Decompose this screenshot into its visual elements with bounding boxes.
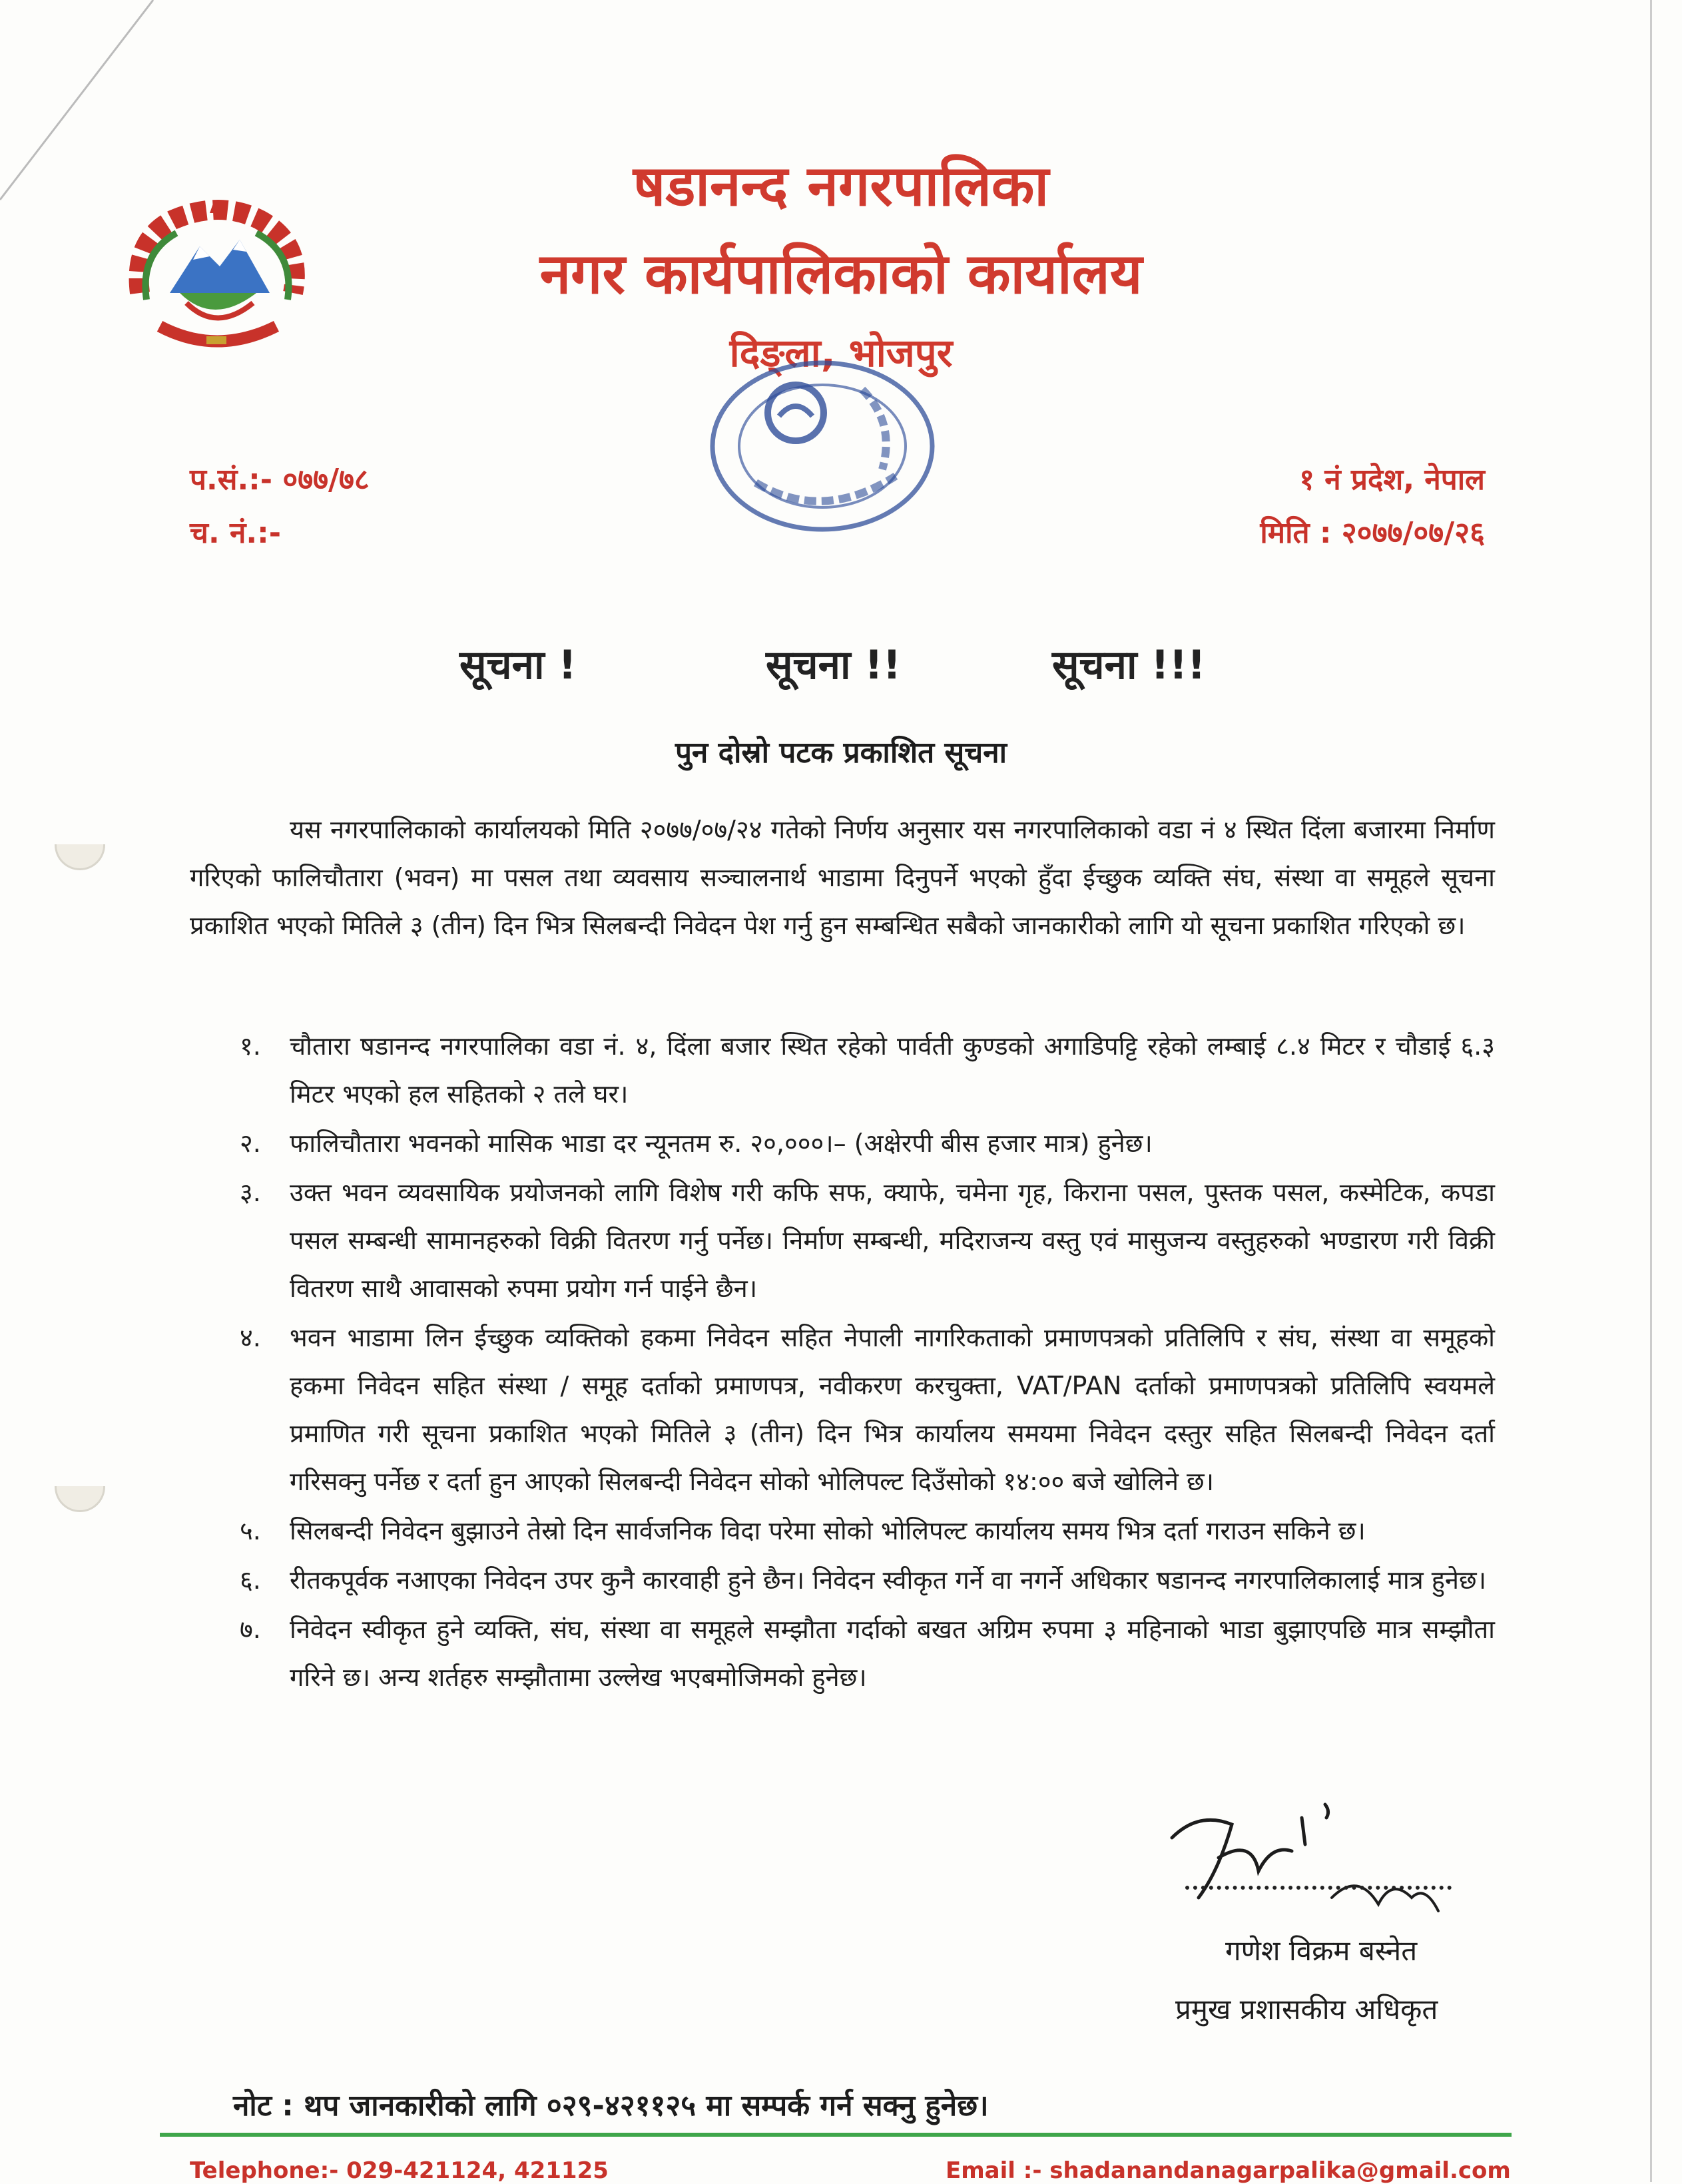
footer-rule: [160, 2133, 1512, 2137]
item-number: १.: [240, 1031, 261, 1061]
notice-subtitle: पुन दोस्रो पटक प्रकाशित सूचना: [675, 736, 1007, 770]
list-item: [190, 1507, 1495, 1555]
footer-email: Email :- shadanandanagarpalika@gmail.com: [946, 2157, 1511, 2184]
signatory-name: गणेश विक्रम बस्नेत: [1225, 1934, 1418, 1967]
handwritten-signature: [1159, 1798, 1465, 1931]
punch-hole: [55, 844, 105, 870]
item-number: २.: [240, 1129, 261, 1158]
item-number: ३.: [240, 1178, 261, 1207]
notice-word-3: सूचना !!!: [1052, 642, 1206, 688]
list-item: [190, 1314, 1495, 1505]
item-text: रीतकपूर्वक नआएका निवेदन उपर कुनै कारवाही हुने छैन। निवेदन स्वीकृत गर्ने वा नगर्ने अधिकार षडानन्द नगरपालिकालाई मात्र हुनेछ।: [290, 1565, 1487, 1595]
punch-hole: [55, 1486, 105, 1512]
signatory-title: प्रमुख प्रशासकीय अधिकृत: [1175, 1993, 1438, 2026]
item-number: ६.: [240, 1565, 261, 1595]
office-title: नगर कार्यपालिकाको कार्यालय: [539, 241, 1143, 306]
notice-word-1: सूचना !: [459, 642, 577, 688]
list-item: [190, 1169, 1495, 1312]
item-number: ७.: [240, 1615, 261, 1644]
item-number: ४.: [240, 1323, 261, 1352]
footer-telephone: Telephone:- 029-421124, 421125: [190, 2157, 609, 2184]
list-item: [190, 1556, 1495, 1604]
municipality-title: षडानन्द नगरपालिका: [633, 153, 1049, 218]
list-item: [190, 1605, 1495, 1701]
office-stamp-icon: [696, 350, 949, 549]
list-item: [190, 1022, 1495, 1118]
contact-note: नोट : थप जानकारीको लागि ०२९-४२११२५ मा सम्पर्क गर्न सक्नु हुनेछ।: [233, 2089, 989, 2123]
notice-word-2: सूचना !!: [766, 642, 902, 688]
item-text: निवेदन स्वीकृत हुने व्यक्ति, संघ, संस्था वा समूहले सम्झौता गर्दाको बखत अग्रिम रुपमा ३ महिनाको भाडा बुझाएपछि मात्र सम्झौता गरिने छ। अन्य शर्तहरु सम्झौतामा उल्लेख भएबमोजिमको हुनेछ।: [290, 1615, 1495, 1692]
notice-date: मिति : २०७७/०७/२६: [1260, 516, 1485, 550]
signature-line: [1185, 1886, 1452, 1890]
item-text: फालिचौतारा भवनको मासिक भाडा दर न्यूनतम रु. २०,०००।– (अक्षेरपी बीस हजार मात्र) हुनेछ।: [290, 1129, 1153, 1158]
location-title: दिङ्ला, भोजपुर: [729, 330, 953, 376]
list-item: [190, 1119, 1495, 1167]
reference-number: प.सं.:- ०७७/७८: [190, 463, 370, 497]
item-text: भवन भाडामा लिन ईच्छुक व्यक्तिको हकमा निवेदन सहित नेपाली नागरिकताको प्रमाणपत्रको प्रतिलिपि र संघ, संस्था वा समूहको हकमा निवेदन सहित संस्था / समूह दर्ताको प्रमाणपत्र, नवीकरण करचुक्ता, VAT/PAN दर्ताको प्रमाणपत्रको प्रतिलिपि स्वयमले प्रमाणित गरी सूचना प्रकाशित भएको मितिले ३ (तीन) दिन भित्र कार्यालय समयमा निवेदन दस्तुर सहित सिलबन्दी निवेदन दर्ता गरिसक्नु पर्नेछ र दर्ता हुन आएको सिलबन्दी निवेदन सोको भोलिपल्ट दिउँसोको १४:०० बजे खोलिने छ।: [290, 1323, 1495, 1496]
dispatch-number: च. नं.:-: [190, 516, 281, 550]
intro-paragraph: यस नगरपालिकाको कार्यालयको मिति २०७७/०७/२४ गतेको निर्णय अनुसार यस नगरपालिकाको वडा नं ४ स्थित दिंला बजारमा निर्माण गरिएको फालिचौतारा (भवन) मा पसल तथा व्यवसाय सञ्चालनार्थ भाडामा दिनुपर्ने भएको हुँदा ईच्छुक व्यक्ति संघ, संस्था वा समूहले सूचना प्रकाशित भएको मितिले ३ (तीन) दिन भित्र सिलबन्दी निवेदन पेश गर्नु हुन सम्बन्धित सबैको जानकारीको लागि यो सूचना प्रकाशित गरिएको छ।: [190, 815, 1495, 940]
conditions-list: [190, 1022, 1495, 1703]
item-text: उक्त भवन व्यवसायिक प्रयोजनको लागि विशेष गरी कफि सफ, क्याफे, चमेना गृह, किराना पसल, पुस्तक पसल, कस्मेटिक, कपडा पसल सम्बन्धी सामानहरुको विक्री वितरण गर्नु पर्नेछ। निर्माण सम्बन्धी, मदिराजन्य वस्तु एवं मासुजन्य वस्तुहरुको भण्डारण गरी विक्री वितरण साथै आवासको रुपमा प्रयोग गर्न पाईने छैन।: [290, 1178, 1495, 1303]
item-text: सिलबन्दी निवेदन बुझाउने तेस्रो दिन सार्वजनिक विदा परेमा सोको भोलिपल्ट कार्यालय समय भित्र दर्ता गराउन सकिने छ।: [290, 1516, 1366, 1545]
province-label: १ नं प्रदेश, नेपाल: [1299, 463, 1485, 497]
item-number: ५.: [240, 1516, 261, 1545]
item-text: चौतारा षडानन्द नगरपालिका वडा नं. ४, दिंला बजार स्थित रहेको पार्वती कुण्डको अगाडिपट्टि रहेको लम्बाई ८.४ मिटर र चौडाई ६.३ मिटर भएको हल सहितको २ तले घर।: [290, 1031, 1495, 1109]
